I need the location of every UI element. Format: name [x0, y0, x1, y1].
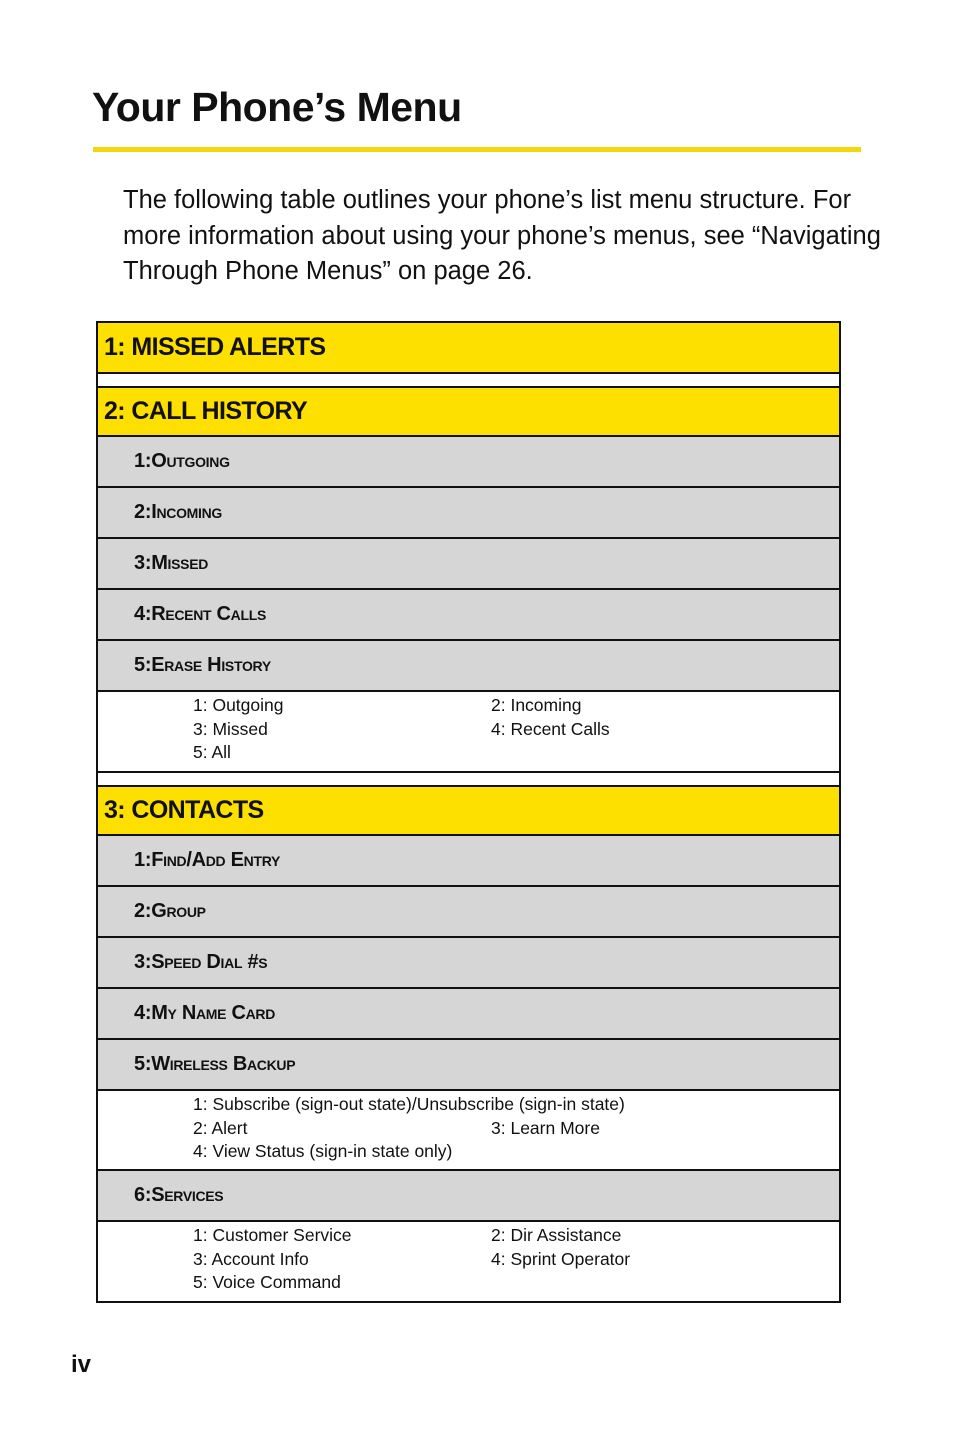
- submenu-number: 4:: [134, 1002, 152, 1024]
- submenu-label: Incoming: [151, 501, 223, 523]
- menu-missed-alerts-label: 1: MISSED ALERTS: [104, 333, 326, 361]
- submenu-label: Wireless Backup: [151, 1053, 296, 1075]
- page-number: iv: [71, 1351, 92, 1378]
- submenu-outgoing: [98, 437, 839, 488]
- option-item: 4: Sprint Operator: [491, 1248, 631, 1269]
- option-item: 2: Alert: [193, 1117, 248, 1138]
- submenu-number: 5:: [134, 654, 152, 676]
- submenu-missed: [98, 539, 839, 590]
- menu-call-history-label: 2: CALL HISTORY: [104, 397, 308, 425]
- submenu-recent-calls: [98, 590, 839, 641]
- services-options: [98, 1222, 839, 1301]
- menu-contacts-label: 3: CONTACTS: [104, 796, 264, 824]
- submenu-label: My Name Card: [151, 1002, 276, 1024]
- submenu-my-name-card: [98, 989, 839, 1040]
- submenu-label: Recent Calls: [151, 603, 267, 625]
- option-item: 2: Dir Assistance: [491, 1225, 622, 1245]
- submenu-wireless-backup: [98, 1040, 839, 1091]
- option-item: 3: Learn More: [491, 1117, 600, 1138]
- option-item: 1: Subscribe (sign-out state)/Unsubscribe (sign-in state): [193, 1094, 625, 1114]
- submenu-number: 1:: [134, 450, 152, 472]
- menu-table: [96, 321, 841, 1303]
- submenu-label: Outgoing: [151, 450, 230, 472]
- option-item: 3: Account Info: [193, 1248, 309, 1269]
- submenu-label: Speed Dial #s: [151, 951, 268, 973]
- wireless-backup-options: [98, 1091, 839, 1171]
- submenu-find-add-entry: [98, 836, 839, 887]
- submenu-number: 6:: [134, 1184, 152, 1206]
- submenu-number: 4:: [134, 603, 152, 625]
- menu-call-history: [98, 386, 839, 437]
- submenu-number: 2:: [134, 501, 152, 523]
- submenu-number: 3:: [134, 951, 152, 973]
- option-item: 1: Customer Service: [193, 1225, 352, 1245]
- page-title: Your Phone’s Menu: [92, 84, 462, 130]
- section-gap: [98, 374, 839, 386]
- submenu-label: Services: [151, 1184, 224, 1206]
- submenu-number: 5:: [134, 1053, 152, 1075]
- option-item: 5: Voice Command: [193, 1272, 341, 1292]
- intro-paragraph: The following table outlines your phone’s list menu structure. For more information about using your phone’s menus, see “Navigating Through Phone Menus” on page 26.: [123, 186, 881, 285]
- submenu-speed-dial: [98, 938, 839, 989]
- erase-history-options: [98, 692, 839, 773]
- submenu-number: 1:: [134, 849, 152, 871]
- submenu-label: Find/Add Entry: [151, 849, 281, 871]
- menu-contacts: [98, 785, 839, 836]
- submenu-services: [98, 1171, 839, 1222]
- submenu-incoming: [98, 488, 839, 539]
- title-underline: [93, 147, 861, 152]
- option-item: 4: Recent Calls: [491, 718, 610, 739]
- submenu-group: [98, 887, 839, 938]
- section-gap: [98, 773, 839, 785]
- submenu-label: Group: [151, 900, 206, 922]
- submenu-number: 3:: [134, 552, 152, 574]
- option-item: 5: All: [193, 742, 231, 762]
- submenu-erase-history: [98, 641, 839, 692]
- option-item: 1: Outgoing: [193, 695, 284, 715]
- menu-missed-alerts: [98, 323, 839, 374]
- option-item: 3: Missed: [193, 718, 268, 739]
- option-item: 4: View Status (sign-in state only): [193, 1141, 453, 1161]
- submenu-label: Missed: [151, 552, 209, 574]
- submenu-label: Erase History: [151, 654, 271, 676]
- option-item: 2: Incoming: [491, 695, 582, 715]
- submenu-number: 2:: [134, 900, 152, 922]
